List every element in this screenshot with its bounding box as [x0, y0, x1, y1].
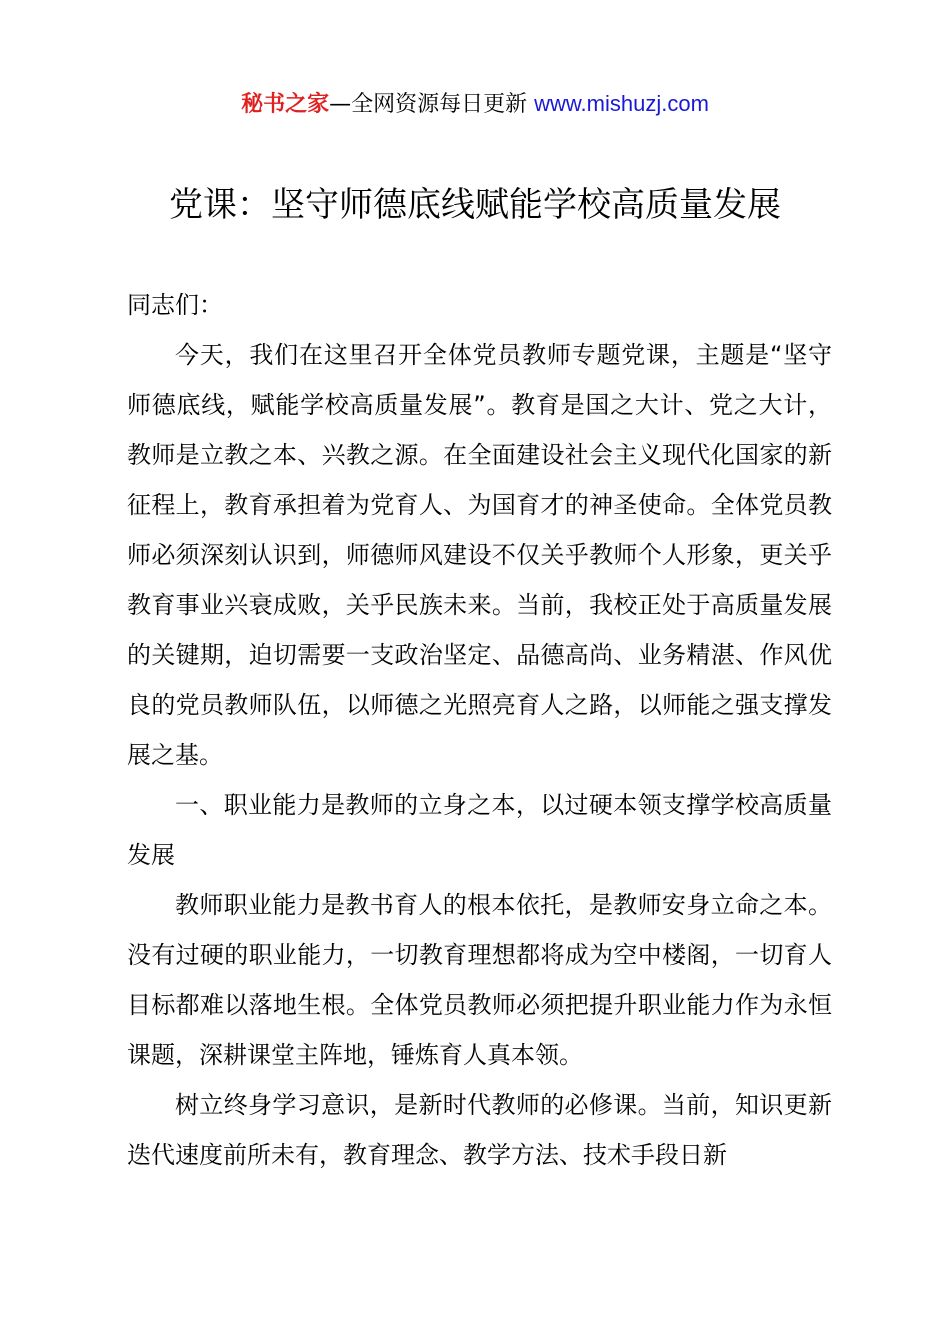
document-body — [127, 280, 832, 1180]
paragraph-intro: 今天，我们在这里召开全体党员教师专题党课，主题是“坚守师德底线，赋能学校高质量发展”。教育是国之大计、党之大计，教师是立教之本、兴教之源。在全面建设社会主义现代化国家的新征程上，教育承担着为党育人、为国育才的神圣使命。全体党员教师必须深刻认识到，师德师风建设不仅关乎教师个人形象，更关乎教育事业兴衰成败，关乎民族未来。当前，我校正处于高质量发展的关键期，迫切需要一支政治坚定、品德高尚、业务精湛、作风优良的党员教师队伍，以师德之光照亮育人之路，以师能之强支撑发展之基。 — [127, 341, 832, 769]
brand-name: 秘书之家 — [241, 92, 330, 117]
section-heading-1: 一、职业能力是教师的立身之本，以过硬本领支撑学校高质量发展 — [127, 791, 832, 869]
salutation: 同志们： — [127, 291, 223, 319]
paragraph-lifelong-learning: 树立终身学习意识，是新时代教师的必修课。当前，知识更新迭代速度前所未有，教育理念、教学方法、技术手段日新 — [127, 1091, 832, 1169]
site-header — [0, 88, 950, 121]
site-url-link[interactable]: www.mishuzj.com — [534, 91, 709, 116]
header-tagline: —全网资源每日更新 — [329, 92, 535, 117]
document-title: 党课：坚守师德底线赋能学校高质量发展 — [169, 185, 781, 225]
paragraph-section-1: 教师职业能力是教书育人的根本依托，是教师安身立命之本。没有过硬的职业能力，一切教育理想都将成为空中楼阁，一切育人目标都难以落地生根。全体党员教师必须把提升职业能力作为永恒课题，深耕课堂主阵地，锤炼育人真本领。 — [127, 891, 832, 1069]
